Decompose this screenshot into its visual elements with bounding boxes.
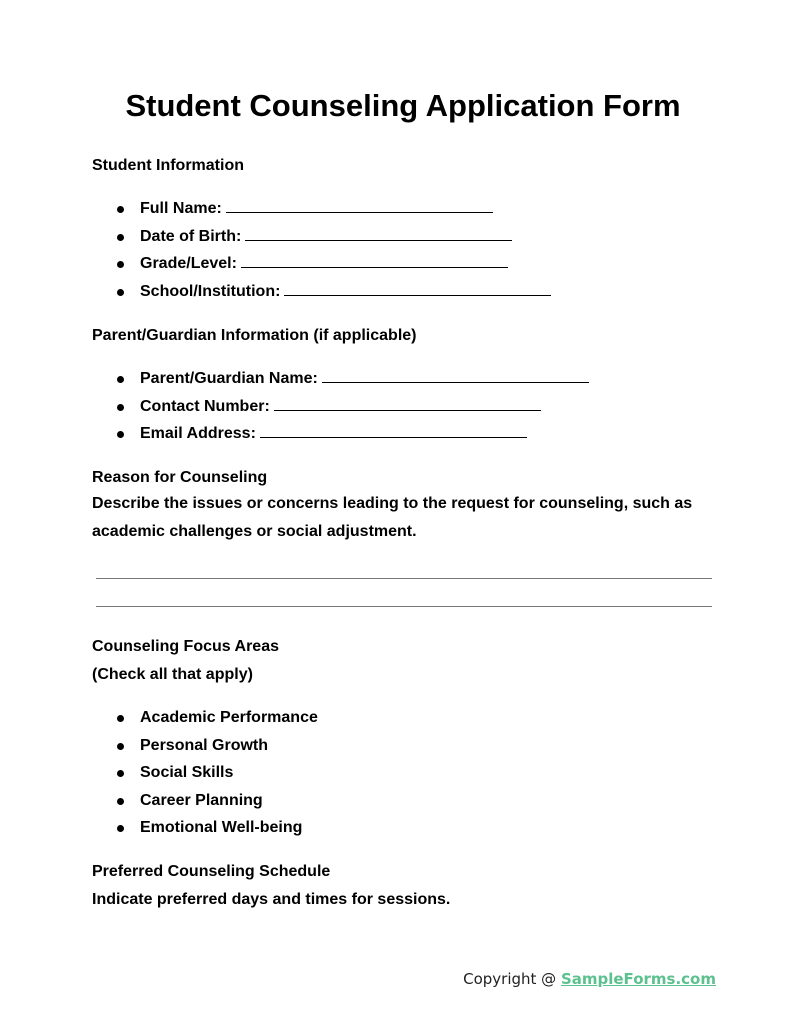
focus-option[interactable]: Career Planning — [92, 787, 318, 815]
full-name-field[interactable] — [226, 197, 493, 213]
contact-number-field[interactable] — [274, 395, 541, 411]
schedule-heading: Preferred Counseling Schedule — [92, 863, 331, 880]
reason-description: Describe the issues or concerns leading to the request for counseling, such as academic challenges or social adjustment. — [92, 495, 693, 540]
focus-option[interactable]: Academic Performance — [92, 704, 318, 732]
guardian-name-field[interactable] — [322, 367, 589, 383]
student-info-heading: Student Information — [92, 157, 244, 174]
field-label: School/Institution: — [140, 282, 281, 300]
focus-heading: Counseling Focus Areas — [92, 638, 279, 655]
student-info-list — [92, 195, 551, 305]
copyright-footer — [463, 970, 716, 988]
field-label: Full Name: — [140, 200, 222, 217]
focus-option[interactable]: Personal Growth — [92, 732, 318, 760]
focus-subheading: (Check all that apply) — [92, 666, 253, 683]
sampleforms-link[interactable]: SampleForms.com — [560, 970, 716, 988]
list-item — [92, 365, 589, 393]
list-item — [92, 195, 551, 223]
dob-field[interactable] — [245, 225, 512, 241]
schedule-description: Indicate preferred days and times for sessions. — [92, 891, 451, 908]
field-label: Grade/Level: — [140, 255, 237, 272]
email-field[interactable] — [260, 422, 527, 438]
list-item — [92, 278, 551, 306]
reason-answer-line[interactable] — [96, 578, 712, 579]
list-item — [92, 393, 589, 421]
focus-option[interactable]: Social Skills — [92, 759, 318, 787]
field-label: Email Address: — [140, 425, 256, 442]
focus-option[interactable]: Emotional Well-being — [92, 814, 318, 842]
focus-list — [92, 704, 318, 842]
field-label: Contact Number: — [140, 397, 270, 415]
field-label: Parent/Guardian Name: — [140, 370, 318, 387]
grade-field[interactable] — [241, 252, 508, 268]
list-item — [92, 250, 551, 278]
reason-heading: Reason for Counseling — [92, 469, 268, 486]
list-item — [92, 223, 551, 251]
field-label: Date of Birth: — [140, 227, 242, 245]
page-title: Student Counseling Application Form — [125, 88, 681, 123]
guardian-info-list — [92, 365, 589, 448]
school-field[interactable] — [284, 280, 551, 296]
guardian-info-heading: Parent/Guardian Information (if applicable) — [92, 327, 417, 344]
copyright-text: Copyright @ — [463, 970, 561, 988]
reason-answer-line[interactable] — [96, 606, 712, 607]
list-item — [92, 420, 589, 448]
